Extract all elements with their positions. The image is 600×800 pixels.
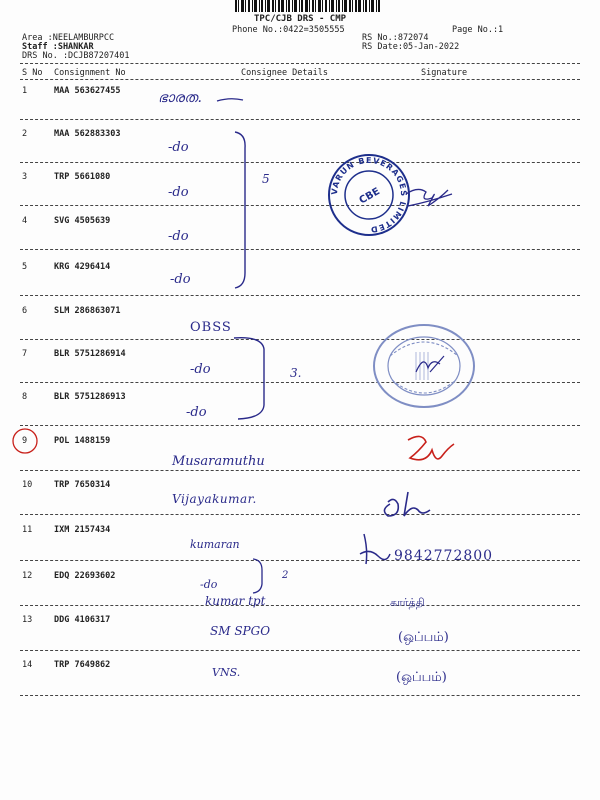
col-sno: S No xyxy=(22,68,43,78)
stamp-center-text: CBE xyxy=(357,186,382,207)
row-divider xyxy=(20,339,580,340)
document-title: TPC/CJB DRS - CMP xyxy=(253,14,347,24)
row-divider xyxy=(20,119,580,120)
red-circle-mark xyxy=(10,426,40,456)
handwriting-row-7: -do xyxy=(190,362,211,377)
row-9-sno: 9 xyxy=(22,436,28,446)
row-9-consignment: POL 1488159 xyxy=(54,436,111,446)
row-7-consignment: BLR 5751286914 xyxy=(54,349,126,359)
row-5-consignment: KRG 4296414 xyxy=(54,262,111,272)
row-5-sno: 5 xyxy=(22,262,28,272)
row-14-consignment: TRP 7649862 xyxy=(54,660,111,670)
row-divider xyxy=(20,470,580,471)
row-8-consignment: BLR 5751286913 xyxy=(54,392,126,402)
row-4-consignment: SVG 4505639 xyxy=(54,216,111,226)
bracket-count-3: 3. xyxy=(290,366,302,380)
row-10-sno: 10 xyxy=(22,480,33,490)
barcode xyxy=(235,0,380,12)
row-6-consignment: SLM 286863071 xyxy=(54,306,121,316)
column-header-divider xyxy=(20,79,580,80)
handwriting-row-2: -do xyxy=(168,140,189,155)
bracket-count-5: 5 xyxy=(262,172,270,186)
handwriting-row-5: -do xyxy=(170,272,191,287)
row-2-consignment: MAA 562883303 xyxy=(54,129,121,139)
row-divider xyxy=(20,295,580,296)
handwriting-phone-row-11: 9842772800 xyxy=(394,548,494,564)
ink-bracket xyxy=(232,333,272,423)
signature-row-10 xyxy=(378,488,468,523)
staff-label: Staff :SHANKAR xyxy=(22,42,94,52)
page-number: Page No.:1 xyxy=(452,25,504,35)
row-divider xyxy=(20,425,580,426)
row-14-sno: 14 xyxy=(22,660,33,670)
ink-underline xyxy=(215,96,245,104)
handwriting-row-12-ditto: -do xyxy=(200,578,218,591)
row-divider xyxy=(20,695,580,696)
row-1-sno: 1 xyxy=(22,86,28,96)
row-11-sno: 11 xyxy=(22,525,33,535)
handwriting-row-9: Musaramuthu xyxy=(172,454,265,469)
handwriting-row-14: VNS. xyxy=(212,666,241,679)
signature-row-14: (ஒப்பம்) xyxy=(396,670,447,685)
row-divider xyxy=(20,650,580,651)
ink-bracket xyxy=(250,556,270,596)
row-3-sno: 3 xyxy=(22,172,28,182)
signature-row-11 xyxy=(356,530,396,570)
row-13-consignment: DDG 4106317 xyxy=(54,615,111,625)
row-divider xyxy=(20,560,580,561)
row-6-sno: 6 xyxy=(22,306,28,316)
row-1-consignment: MAA 563627455 xyxy=(54,86,121,96)
col-signature: Signature xyxy=(421,68,468,78)
row-13-sno: 13 xyxy=(22,615,33,625)
col-consignee: Consignee Details xyxy=(241,68,328,78)
row-divider xyxy=(20,605,580,606)
row-3-consignment: TRP 5661080 xyxy=(54,172,111,182)
signature-row-7 xyxy=(410,350,450,380)
rs-number: RS No.:872074 xyxy=(362,33,429,43)
signature-row-12: கார்த்தி xyxy=(390,596,425,609)
handwriting-row-6: OBSS xyxy=(190,320,232,335)
row-divider xyxy=(20,162,580,163)
row-7-sno: 7 xyxy=(22,349,28,359)
ink-bracket xyxy=(232,128,252,293)
stamp-ring-text: VARUN BEVERAGES LIMITED xyxy=(329,155,409,235)
row-2-sno: 2 xyxy=(22,129,28,139)
row-12-sno: 12 xyxy=(22,571,33,581)
handwriting-row-13: SM SPGO xyxy=(210,624,271,638)
handwriting-row-4: -do xyxy=(168,229,189,244)
handwriting-row-10: Vijayakumar. xyxy=(172,492,257,506)
rs-date: RS Date:05-Jan-2022 xyxy=(362,42,460,52)
handwriting-row-12: kumar tpt xyxy=(205,594,266,608)
area-label: Area :NEELAMBURPCC xyxy=(22,33,115,43)
bracket-count-2: 2 xyxy=(282,570,289,581)
row-8-sno: 8 xyxy=(22,392,28,402)
row-11-consignment: IXM 2157434 xyxy=(54,525,111,535)
row-divider xyxy=(20,249,580,250)
row-12-consignment: EDQ 22693602 xyxy=(54,571,116,581)
row-divider xyxy=(20,205,580,206)
row-10-consignment: TRP 7650314 xyxy=(54,480,111,490)
col-consignment: Consignment No xyxy=(54,68,126,78)
signature-row-3 xyxy=(398,176,458,216)
handwriting-row-1: ഭാരത. xyxy=(158,90,202,106)
signature-row-13: (ஒப்பம்) xyxy=(398,630,449,645)
drs-number: DRS No. :DCJB87207401 xyxy=(22,51,130,61)
row-divider xyxy=(20,514,580,515)
handwriting-row-11: kumaran xyxy=(190,538,240,551)
handwriting-row-8: -do xyxy=(186,405,207,420)
row-divider xyxy=(20,382,580,383)
row-4-sno: 4 xyxy=(22,216,28,226)
phone-number: Phone No.:0422=3505555 xyxy=(232,25,345,35)
signature-row-9 xyxy=(402,430,462,475)
handwriting-row-3: -do xyxy=(168,185,189,200)
header-divider xyxy=(20,63,580,64)
